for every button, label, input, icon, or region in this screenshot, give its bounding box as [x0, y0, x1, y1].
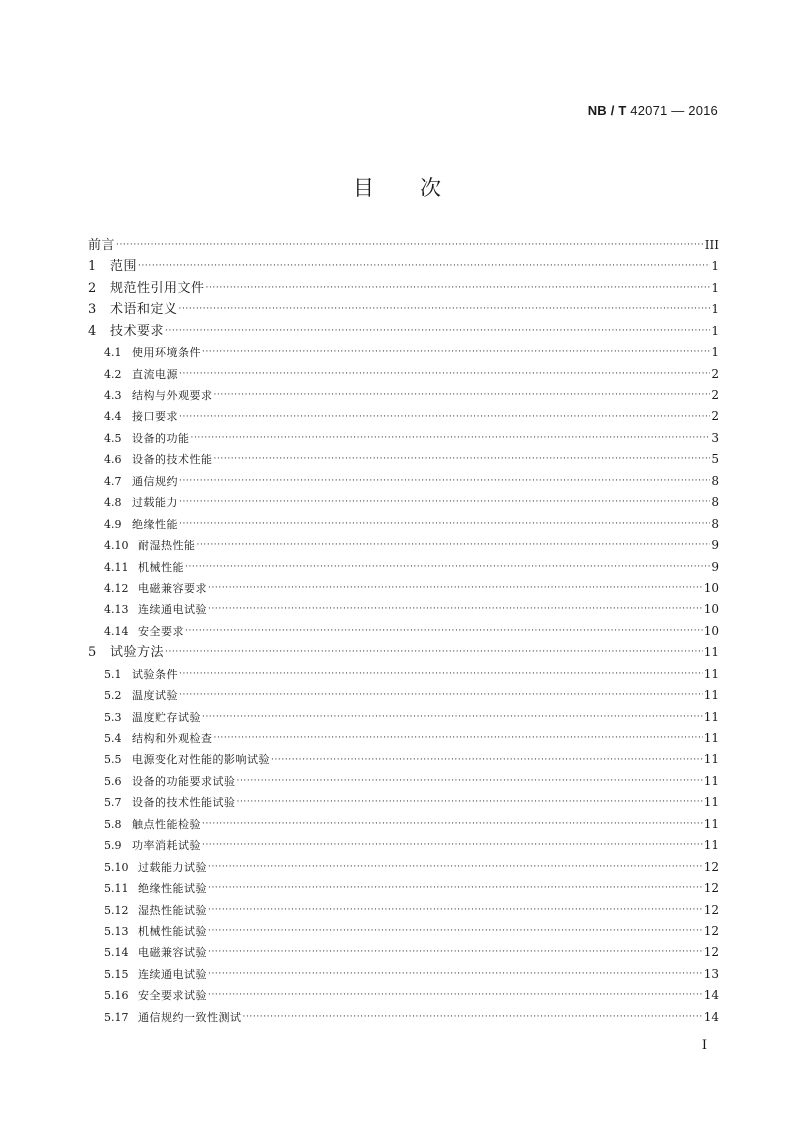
page-title	[0, 172, 794, 202]
toc-entry[interactable]	[88, 642, 719, 663]
toc-entry-number: 4.11	[104, 560, 129, 574]
toc-entry[interactable]	[88, 385, 719, 406]
toc-entry[interactable]	[88, 814, 719, 835]
toc-entry-page: 11	[703, 645, 719, 660]
toc-entry[interactable]	[88, 407, 719, 428]
toc-entry-title: 结构和外观检查	[132, 732, 213, 746]
toc-entry-page: 12	[703, 902, 719, 917]
toc-entry-number: 5.4	[104, 732, 122, 746]
toc-entry-title: 过载能力试验	[138, 860, 207, 874]
toc-entry-number: 4.1	[104, 346, 122, 360]
toc-leader-dots	[208, 921, 703, 942]
toc-leader-dots	[185, 557, 710, 578]
toc-entry-number: 4.7	[104, 474, 122, 488]
toc-entry-page: 9	[711, 559, 719, 574]
toc-leader-dots	[214, 449, 711, 470]
toc-entry[interactable]	[88, 428, 719, 449]
toc-entry-number: 4.13	[104, 603, 129, 617]
toc-entry[interactable]	[88, 471, 719, 492]
toc-entry-title: 温度贮存试验	[132, 710, 201, 724]
toc-entry[interactable]	[88, 278, 719, 299]
toc-leader-dots	[237, 792, 703, 813]
toc-entry[interactable]	[88, 299, 719, 320]
toc-leader-dots	[208, 900, 703, 921]
toc-entry-title: 安全要求	[138, 624, 184, 638]
toc-entry-number: 4.4	[104, 410, 122, 424]
toc-entry-page: 10	[703, 580, 719, 595]
toc-entry-title: 规范性引用文件	[110, 280, 205, 296]
toc-entry-page: 11	[703, 709, 719, 724]
toc-entry[interactable]	[88, 857, 719, 878]
toc-entry-title: 使用环境条件	[132, 346, 201, 360]
toc-entry-number: 5.7	[104, 796, 122, 810]
toc-entry-page: 11	[703, 752, 719, 767]
toc-entry[interactable]	[88, 878, 719, 899]
toc-entry[interactable]	[88, 557, 719, 578]
title-right-char: 次	[420, 176, 441, 200]
toc-entry-title: 技术要求	[110, 323, 165, 339]
toc-entry[interactable]	[88, 1007, 719, 1028]
toc-leader-dots	[179, 492, 710, 513]
toc-leader-dots	[243, 1007, 703, 1028]
toc-entry-number: 5.1	[104, 667, 122, 681]
toc-entry-title: 通信规约一致性测试	[138, 1010, 242, 1024]
toc-entry-page: 13	[703, 966, 719, 981]
standard-code	[588, 103, 718, 118]
toc-entry-page: 11	[703, 688, 719, 703]
toc-entry[interactable]	[88, 342, 719, 363]
toc-entry-title: 术语和定义	[110, 302, 178, 318]
toc-entry-page: 12	[703, 923, 719, 938]
standard-prefix: NB / T	[587, 103, 627, 118]
toc-entry-number: 5.6	[104, 774, 122, 788]
toc-leader-dots	[208, 985, 703, 1006]
toc-entry-page: 11	[703, 666, 719, 681]
toc-entry[interactable]	[88, 621, 719, 642]
toc-entry-number: 2	[88, 280, 97, 296]
toc-entry-page: 11	[703, 773, 719, 788]
toc-leader-dots	[202, 342, 710, 363]
title-left-char: 目	[353, 176, 374, 200]
toc-entry[interactable]	[88, 664, 719, 685]
toc-leader-dots	[179, 685, 703, 706]
toc-entry-page: 10	[703, 602, 719, 617]
toc-entry-title: 功率消耗试验	[132, 839, 201, 853]
toc-entry-number: 5.9	[104, 839, 122, 853]
toc-entry-number: 5.16	[104, 989, 129, 1003]
toc-entry[interactable]	[88, 942, 719, 963]
toc-entry-page: 11	[703, 838, 719, 853]
toc-leader-dots	[138, 256, 710, 277]
toc-entry-number: 4.9	[104, 517, 122, 531]
toc-entry-page: 2	[711, 366, 719, 381]
toc-entry-title: 连续通电试验	[138, 967, 207, 981]
toc-entry-page: 12	[703, 859, 719, 874]
toc-entry-title: 设备的技术性能	[132, 453, 213, 467]
toc-entry-number: 4.6	[104, 453, 122, 467]
toc-entry-title: 电源变化对性能的影响试验	[132, 753, 270, 767]
toc-entry-number: 5.10	[104, 860, 129, 874]
toc-entry-title: 耐湿热性能	[138, 539, 196, 553]
toc-leader-dots	[271, 750, 703, 771]
toc-entry-page: 12	[703, 881, 719, 896]
toc-leader-dots	[202, 814, 703, 835]
toc-entry-title: 过载能力	[132, 496, 178, 510]
toc-entry[interactable]	[88, 235, 719, 256]
toc-entry-title: 前言	[88, 237, 116, 253]
toc-entry-page: 2	[711, 409, 719, 424]
toc-leader-dots	[185, 621, 703, 642]
toc-entry-page: 8	[711, 473, 719, 488]
toc-entry-page: 1	[711, 323, 719, 338]
toc-entry-title: 直流电源	[132, 367, 178, 381]
toc-entry-title: 接口要求	[132, 410, 178, 424]
toc-entry-title: 湿热性能试验	[138, 903, 207, 917]
toc-entry-title: 机械性能	[138, 560, 184, 574]
toc-entry[interactable]	[88, 792, 719, 813]
toc-entry-number: 5.8	[104, 817, 122, 831]
toc-entry-number: 5	[88, 645, 97, 661]
toc-entry[interactable]	[88, 750, 719, 771]
toc-entry-number: 5.3	[104, 710, 122, 724]
toc-entry-page: III	[704, 237, 719, 252]
toc-entry-title: 触点性能检验	[132, 817, 201, 831]
toc-leader-dots	[179, 514, 710, 535]
toc-entry-title: 试验方法	[110, 645, 165, 661]
toc-entry[interactable]	[88, 771, 719, 792]
toc-entry-title: 电磁兼容要求	[138, 581, 207, 595]
toc-entry-title: 设备的功能要求试验	[132, 774, 236, 788]
page-number: I	[701, 1038, 707, 1053]
toc-leader-dots	[179, 664, 703, 685]
toc-entry-title: 温度试验	[132, 689, 178, 703]
table-of-contents	[88, 235, 719, 1028]
toc-entry[interactable]	[88, 921, 719, 942]
toc-entry-page: 11	[703, 816, 719, 831]
toc-leader-dots	[191, 428, 711, 449]
toc-entry[interactable]	[88, 599, 719, 620]
toc-leader-dots	[214, 385, 711, 406]
toc-leader-dots	[197, 535, 711, 556]
toc-entry[interactable]	[88, 492, 719, 513]
toc-entry[interactable]	[88, 514, 719, 535]
toc-leader-dots	[208, 964, 703, 985]
toc-entry-page: 3	[711, 430, 719, 445]
toc-entry-number: 5.14	[104, 946, 129, 960]
toc-entry[interactable]	[88, 985, 719, 1006]
toc-leader-dots	[179, 364, 710, 385]
toc-leader-dots	[179, 471, 710, 492]
toc-entry-number: 5.2	[104, 689, 122, 703]
toc-entry-title: 电磁兼容试验	[138, 946, 207, 960]
toc-entry-page: 14	[703, 1009, 719, 1024]
toc-entry-number: 5.15	[104, 967, 129, 981]
toc-entry-title: 连续通电试验	[138, 603, 207, 617]
toc-entry-page: 1	[711, 280, 719, 295]
toc-entry[interactable]	[88, 364, 719, 385]
toc-entry-page: 8	[711, 516, 719, 531]
toc-entry-page: 11	[703, 731, 719, 746]
toc-entry-number: 5.13	[104, 924, 129, 938]
toc-entry-title: 试验条件	[132, 667, 178, 681]
toc-entry[interactable]	[88, 728, 719, 749]
toc-entry[interactable]	[88, 449, 719, 470]
toc-entry[interactable]	[88, 835, 719, 856]
toc-entry[interactable]	[88, 535, 719, 556]
toc-entry-title: 安全要求试验	[138, 989, 207, 1003]
toc-entry-number: 5.5	[104, 753, 122, 767]
toc-entry-title: 设备的功能	[132, 431, 190, 445]
toc-entry-number: 5.11	[104, 882, 129, 896]
toc-entry-page: 1	[711, 302, 719, 317]
toc-leader-dots	[208, 578, 703, 599]
toc-leader-dots	[202, 835, 703, 856]
toc-leader-dots	[208, 878, 703, 899]
toc-entry-title: 范围	[110, 259, 138, 275]
toc-entry-page: 1	[711, 345, 719, 360]
toc-leader-dots	[116, 235, 704, 256]
toc-entry-number: 1	[88, 259, 97, 275]
toc-leader-dots	[208, 942, 703, 963]
toc-entry-number: 5.17	[104, 1010, 129, 1024]
toc-entry[interactable]	[88, 321, 719, 342]
toc-entry-number: 4.3	[104, 389, 122, 403]
toc-entry[interactable]	[88, 256, 719, 277]
toc-entry-number: 4.5	[104, 431, 122, 445]
toc-entry-number: 4.8	[104, 496, 122, 510]
toc-entry-number: 3	[88, 302, 97, 318]
toc-entry-number: 4.12	[104, 581, 129, 595]
toc-leader-dots	[206, 278, 711, 299]
toc-entry-page: 1	[711, 259, 719, 274]
toc-entry[interactable]	[88, 707, 719, 728]
toc-entry-page: 2	[711, 388, 719, 403]
toc-entry-number: 4.10	[104, 539, 129, 553]
toc-leader-dots	[208, 599, 703, 620]
toc-entry-number: 5.12	[104, 903, 129, 917]
toc-entry-number: 4	[88, 323, 97, 339]
toc-leader-dots	[165, 642, 703, 663]
toc-entry-number: 4.2	[104, 367, 122, 381]
toc-entry-title: 结构与外观要求	[132, 389, 213, 403]
toc-entry-page: 5	[711, 452, 719, 467]
toc-entry[interactable]	[88, 964, 719, 985]
toc-entry-page: 11	[703, 795, 719, 810]
toc-entry-page: 12	[703, 945, 719, 960]
toc-leader-dots	[179, 299, 711, 320]
toc-entry-page: 10	[703, 623, 719, 638]
toc-leader-dots	[165, 321, 710, 342]
toc-entry-title: 设备的技术性能试验	[132, 796, 236, 810]
toc-entry-title: 绝缘性能试验	[138, 882, 207, 896]
toc-entry-title: 通信规约	[132, 474, 178, 488]
toc-leader-dots	[214, 728, 703, 749]
toc-entry-page: 14	[703, 988, 719, 1003]
toc-leader-dots	[208, 857, 703, 878]
toc-entry-title: 绝缘性能	[132, 517, 178, 531]
toc-entry[interactable]	[88, 578, 719, 599]
toc-entry-page: 8	[711, 495, 719, 510]
toc-entry-page: 9	[711, 538, 719, 553]
toc-entry[interactable]	[88, 685, 719, 706]
toc-leader-dots	[179, 407, 710, 428]
toc-leader-dots	[237, 771, 703, 792]
toc-entry[interactable]	[88, 900, 719, 921]
toc-entry-number: 4.14	[104, 624, 129, 638]
standard-number: 42071 — 2016	[630, 103, 718, 118]
toc-entry-title: 机械性能试验	[138, 924, 207, 938]
toc-leader-dots	[202, 707, 703, 728]
